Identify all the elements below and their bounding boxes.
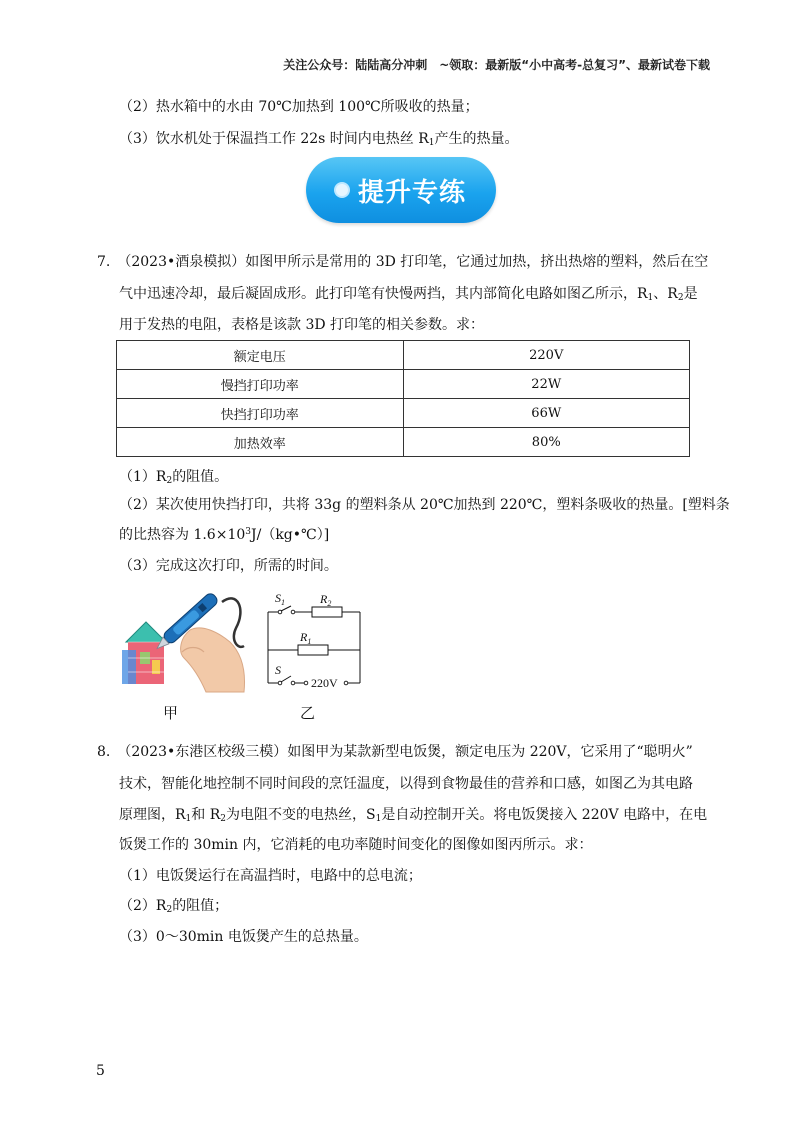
q8-line-3: 原理图，$R_1$和 $R_2$为电阻不变的电热丝，$S_1$是自动控制开关。将电饭煲接入 220V 电路中，在电 [119, 807, 708, 824]
label-s1: $S_1$ [275, 591, 285, 607]
label-r1: $R_1$ [300, 630, 312, 646]
q8-sub-3: （3）0～30min 电饭煲产生的总热量。 [119, 929, 368, 945]
q7-line-3: 用于发热的电阻，表格是该款 3D 打印笔的相关参数。求： [119, 317, 485, 333]
q8-line-4: 饭煲工作的 30min 内，它消耗的电功率随时间变化的图像如图丙所示。求： [119, 837, 593, 853]
table-cell: 80% [403, 428, 690, 457]
prev-question-3: （3）饮水机处于保温挡工作 22s 时间内电热丝 $R_1$产生的热量。 [119, 131, 519, 148]
q7-line-2: 气中迅速冷却，最后凝固成形。此打印笔有快慢两挡，其内部简化电路如图乙所示，$R_1$、$R_2$是 [119, 286, 698, 303]
q7-sub-2-cont: 的比热容为 $1.6\times 10^3J/(kg•℃)$] [119, 527, 330, 543]
q7-sub-2: （2）某次使用快挡打印，共将 33g 的塑料条从 20℃加热到 220℃，塑料条吸收的热量。[塑料条 [119, 497, 730, 513]
q8-line-1: 8. （2023•东港区校级三模）如图甲为某款新型电饭煲，额定电压为 220V，它采用了“聪明火” [97, 744, 693, 760]
table-cell: 慢挡打印功率 [117, 370, 404, 399]
q8-line-2: 技术，智能化地控制不同时间段的烹饪温度，以得到食物最佳的营养和口感，如图乙为其电路 [119, 776, 693, 792]
table-cell: 加热效率 [117, 428, 404, 457]
printing-pen-illustration [118, 580, 248, 695]
label-r2: $R_2$ [320, 592, 332, 608]
table-row [117, 341, 690, 370]
circuit-diagram [260, 590, 380, 695]
resistor-r1-icon [298, 645, 328, 655]
table-cell: 快挡打印功率 [117, 399, 404, 428]
q7-sub-1: $(1)R_2$的阻值。 [119, 469, 229, 486]
prev-question-2: （2）热水箱中的水由 70℃加热到 100℃所吸收的热量； [119, 99, 479, 115]
figure-a-caption: 甲 [163, 704, 179, 722]
table-cell: 22W [403, 370, 690, 399]
q8-sub-1: （1）电饭煲运行在高温挡时，电路中的总电流； [119, 868, 422, 884]
banner-label: 提升专练 [358, 178, 467, 208]
bullet-icon [336, 184, 348, 196]
label-s: S [275, 663, 281, 677]
switch-s-icon [281, 676, 291, 682]
table-cell: 额定电压 [117, 341, 404, 370]
q7-sub-3: （3）完成这次打印，所需的时间。 [119, 558, 338, 574]
q7-line-1: 7. （2023•酒泉模拟）如图甲所示是常用的 3D 打印笔，它通过加热，挤出热熔的塑料，然后在空 [97, 254, 709, 270]
practice-banner [306, 157, 496, 223]
header-note: 关注公众号：陆陆高分冲刺 ~领取：最新版“小中高考-总复习”、最新试卷下载 [283, 58, 710, 72]
table-row [117, 370, 690, 399]
page-number: 5 [96, 1063, 105, 1079]
table-cell: 220V [403, 341, 690, 370]
resistor-r2-icon [312, 607, 342, 617]
label-voltage: 220V [311, 676, 338, 690]
table-row [117, 399, 690, 428]
table-row [117, 428, 690, 457]
figure-b-caption: 乙 [300, 704, 316, 722]
table-cell: 66W [403, 399, 690, 428]
parameter-table [116, 340, 690, 457]
q8-sub-2: $(2)R_2$的阻值； [119, 898, 229, 915]
